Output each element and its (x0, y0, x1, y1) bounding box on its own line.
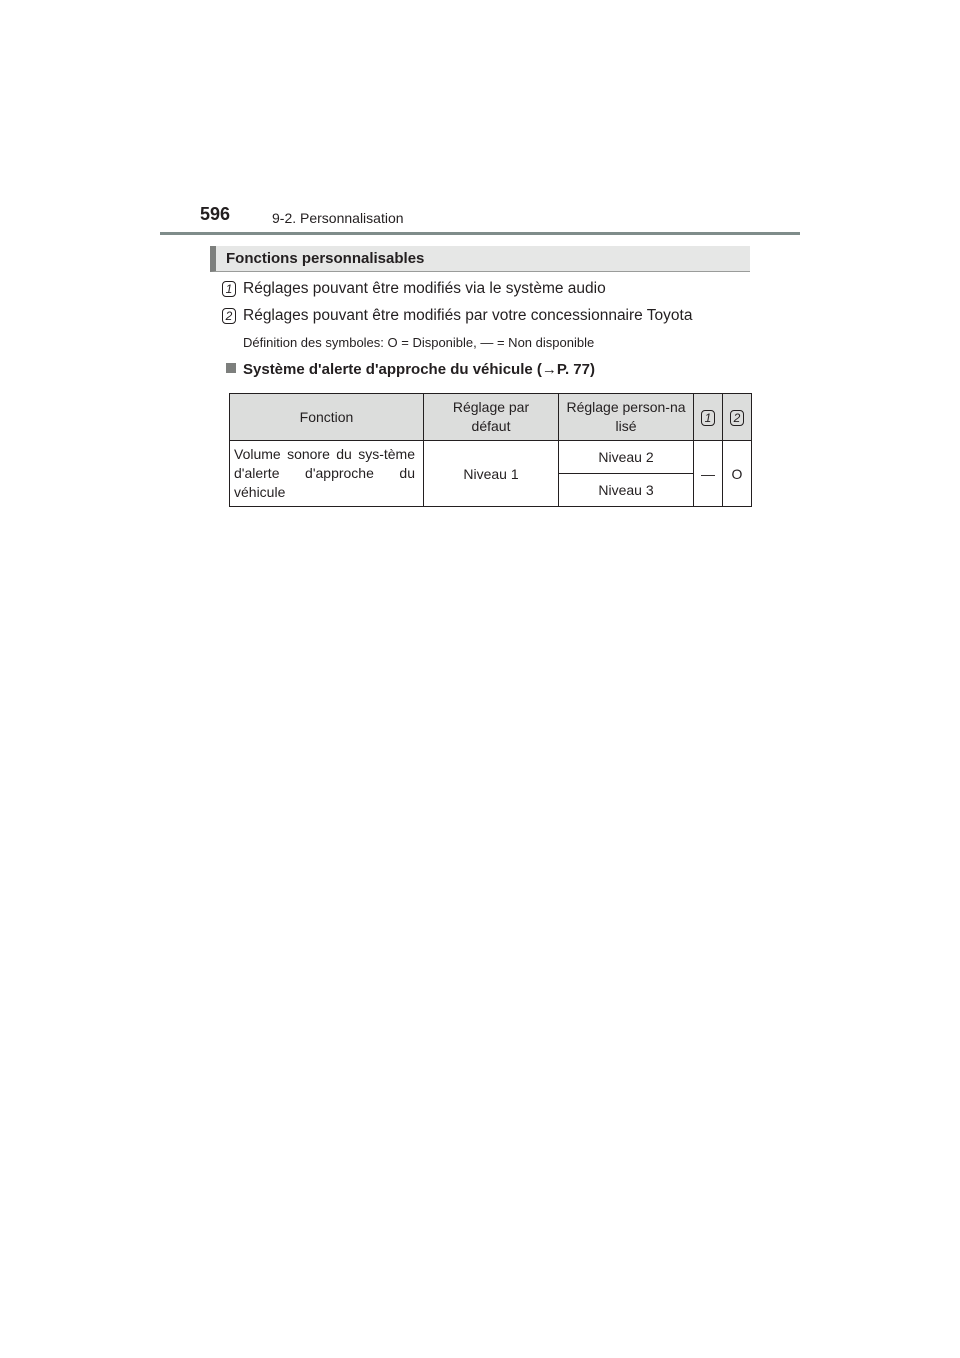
header-default-text: Réglage par défaut (452, 399, 530, 434)
legend-dealer-text: Réglages pouvant être modifiés par votre concessionnaire Toyota (243, 307, 693, 324)
square-bullet-icon (226, 363, 236, 373)
cell-function: Volume sonore du sys-tème d'alerte d'approche du véhicule (230, 441, 424, 507)
symbol-definition: Définition des symboles: O = Disponible, — = Non disponible (243, 335, 595, 350)
header-custom-text: Réglage person-nalisé (566, 399, 686, 434)
badge-audio-header-icon: 1 (701, 410, 715, 426)
cell-dealer: O (723, 441, 752, 507)
subheading (226, 361, 595, 378)
page-number: 596 (200, 204, 231, 224)
title-bar-text: Fonctions personnalisables (226, 250, 425, 267)
badge-dealer-header-icon: 2 (730, 410, 744, 426)
cell-default: Niveau 1 (424, 441, 559, 507)
badge-audio-icon: 1 (222, 281, 236, 297)
settings-table (229, 393, 752, 507)
header-custom (559, 394, 694, 441)
subheading-text: Système d'alerte d'approche du véhicule (→P. 77) (243, 361, 595, 378)
section-title: 9-2. Personnalisation (272, 210, 404, 226)
cell-audio: — (694, 441, 723, 507)
cell-option-2: Niveau 3 (559, 474, 694, 507)
legend-audio-text: Réglages pouvant être modifiés via le système audio (243, 280, 606, 297)
header-dealer (723, 394, 752, 441)
table-row (230, 441, 752, 474)
section-title-bar (210, 246, 750, 272)
header-function: Fonction (230, 394, 424, 441)
cell-option-1: Niveau 2 (559, 441, 694, 474)
header-default (424, 394, 559, 441)
table-header-row (230, 394, 752, 441)
badge-dealer-icon: 2 (222, 308, 236, 324)
header-divider (160, 232, 800, 235)
header-audio (694, 394, 723, 441)
